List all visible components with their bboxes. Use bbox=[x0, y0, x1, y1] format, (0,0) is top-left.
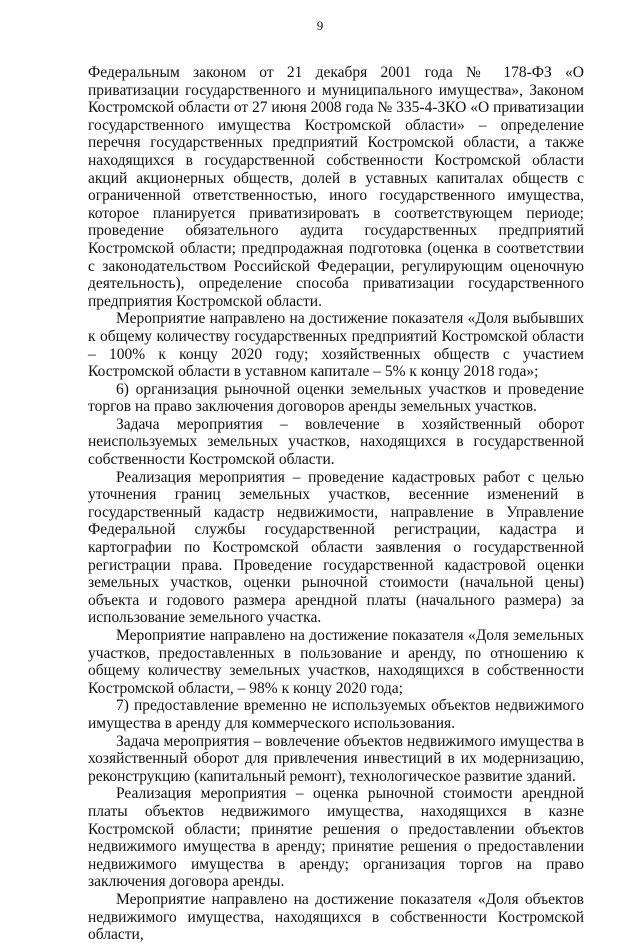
page-number: 9 bbox=[316, 18, 324, 33]
paragraph-item-6: 6) организация рыночной оценки земельных участков и проведение торгов на право заключения договоров аренды земельных участков. bbox=[88, 380, 584, 416]
paragraph-implementation-land: Реализация мероприятия – проведение кадастровых работ с целью уточнения границ земельных участков, весенние изменений в государственный кадастр недвижимости, направление в Управление Федеральной службы государственной регистрации, кадастра и картографии по Костромской области заявления о государственной регистрации права. Проведение государственной кадастровой оценки земельных участков, оценки рыночной стоимости (начальной цены) объекта и годового размера арендной платы (начального размера) за использование земельного участка. bbox=[88, 468, 584, 627]
paragraph-indicator-land: Мероприятие направлено на достижение показателя «Доля земельных участков, предоставленных в пользование и аренду, по отношению к общему количеству земельных участков, находящихся в собственности Костромской области, – 98% к концу 2020 года; bbox=[88, 627, 584, 697]
paragraph-indicator-enterprises: Мероприятие направлено на достижение показателя «Доля выбывших к общему количеству государственных предприятий Костромской области – 100% к концу 2020 году; хозяйственных обществ с участием Костромской области в уставном капитале – 5% к концу 2018 года»; bbox=[88, 310, 584, 381]
paragraph-implementation-property: Реализация мероприятия – оценка рыночной стоимости арендной платы объектов недвижимого имущества, находящихся в казне Костромской области; принятие решения о предоставлении объектов недвижимого имущества в аренду; принятие решения о предоставлении недвижимого имущества в аренду; организация торгов на право заключения договора аренды. bbox=[88, 785, 584, 891]
paragraph-indicator-property: Мероприятие направлено на достижение показателя «Доля объектов недвижимого имущества, находящихся в собственности Костромской области, bbox=[88, 890, 584, 944]
paragraph-item-7: 7) предоставление временно не используемых объектов недвижимого имущества в аренду для коммерческого использования. bbox=[88, 697, 584, 732]
paragraph-privatization-law: Федеральным законом от 21 декабря 2001 года № 178-ФЗ «О приватизации государственного и муниципального имущества», Законом Костромской области от 27 июня 2008 года № 335-4-ЗКО «О приватизации государственного имущества Костромской области» – определение перечня государственных предприятий Костромской области, а также находящихся в государственной собственности Костромской области акций акционерных обществ, долей в уставных капиталах обществ с ограниченной ответственностью, иного государственного имущества, которое планируется приватизировать в соответствующем периоде; проведение обязательного аудита государственных предприятий Костромской области; предпродажная подготовка (оценка в соответствии с законодательством Российской Федерации, регулирующим оценочную деятельность), определение способа приватизации государственного предприятия Костромской области. bbox=[88, 64, 584, 310]
paragraph-task-property: Задача мероприятия – вовлечение объектов недвижимого имущества в хозяйственный оборот для привлечения инвестиций в их модернизацию, реконструкцию (капитальный ремонт), технологическое развитие зданий. bbox=[88, 732, 584, 785]
paragraph-task-land: Задача мероприятия – вовлечение в хозяйственный оборот неиспользуемых земельных участков, находящихся в государственной собственности Костромской области. bbox=[88, 415, 584, 469]
document-body bbox=[88, 64, 584, 944]
